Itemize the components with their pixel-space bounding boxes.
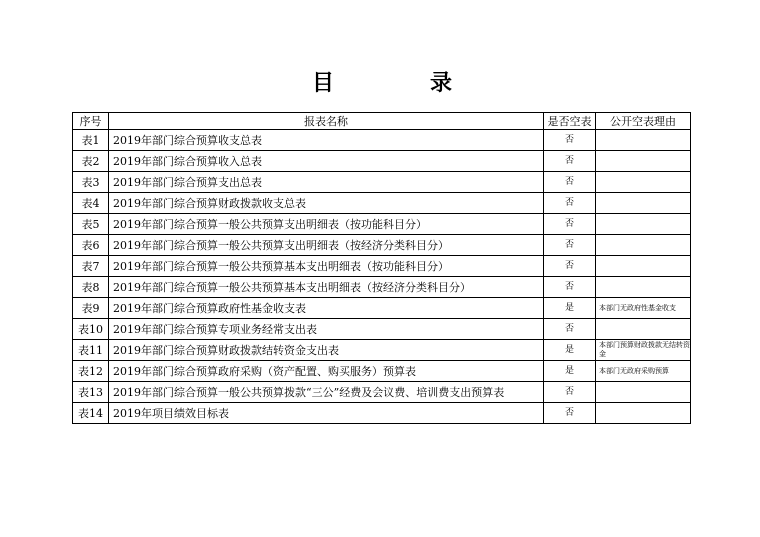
page-title bbox=[0, 64, 760, 98]
header-reason: 公开空表理由 bbox=[596, 113, 691, 130]
empty-reason-cell bbox=[596, 277, 691, 298]
row-number: 表6 bbox=[73, 235, 109, 256]
report-name: 2019年部门综合预算一般公共预算基本支出明细表（按功能科目分） bbox=[109, 256, 544, 277]
row-number: 表10 bbox=[73, 319, 109, 340]
is-empty-cell: 是 bbox=[544, 340, 596, 361]
empty-reason-cell bbox=[596, 151, 691, 172]
is-empty-cell: 否 bbox=[544, 319, 596, 340]
row-number: 表11 bbox=[73, 340, 109, 361]
table-row bbox=[73, 172, 691, 193]
report-name: 2019年部门综合预算政府采购（资产配置、购买服务）预算表 bbox=[109, 361, 544, 382]
report-name: 2019年部门综合预算一般公共预算基本支出明细表（按经济分类科目分） bbox=[109, 277, 544, 298]
row-number: 表8 bbox=[73, 277, 109, 298]
table-row bbox=[73, 319, 691, 340]
report-name: 2019年部门综合预算政府性基金收支表 bbox=[109, 298, 544, 319]
is-empty-cell: 否 bbox=[544, 403, 596, 424]
header-empty: 是否空表 bbox=[544, 113, 596, 130]
table-row bbox=[73, 151, 691, 172]
report-table bbox=[72, 112, 691, 424]
header-no: 序号 bbox=[73, 113, 109, 130]
report-name: 2019年部门综合预算收支总表 bbox=[109, 130, 544, 151]
row-number: 表13 bbox=[73, 382, 109, 403]
row-number: 表2 bbox=[73, 151, 109, 172]
table-row bbox=[73, 340, 691, 361]
table-row bbox=[73, 235, 691, 256]
report-name: 2019年部门综合预算一般公共预算支出明细表（按经济分类科目分） bbox=[109, 235, 544, 256]
table-header-row bbox=[73, 113, 691, 130]
table-row bbox=[73, 256, 691, 277]
row-number: 表7 bbox=[73, 256, 109, 277]
report-name: 2019年部门综合预算财政拨款结转资金支出表 bbox=[109, 340, 544, 361]
empty-reason-cell bbox=[596, 382, 691, 403]
is-empty-cell: 否 bbox=[544, 382, 596, 403]
empty-reason-cell: 本部门预算财政拨款无结转资金 bbox=[596, 340, 691, 361]
empty-reason-cell: 本部门无政府性基金收支 bbox=[596, 298, 691, 319]
is-empty-cell: 否 bbox=[544, 214, 596, 235]
empty-reason-cell bbox=[596, 193, 691, 214]
report-name: 2019年部门综合预算收入总表 bbox=[109, 151, 544, 172]
is-empty-cell: 否 bbox=[544, 130, 596, 151]
table-row bbox=[73, 298, 691, 319]
table-row bbox=[73, 130, 691, 151]
empty-reason-cell bbox=[596, 403, 691, 424]
row-number: 表12 bbox=[73, 361, 109, 382]
is-empty-cell: 否 bbox=[544, 172, 596, 193]
report-name: 2019年部门综合预算财政拨款收支总表 bbox=[109, 193, 544, 214]
empty-reason-cell bbox=[596, 256, 691, 277]
is-empty-cell: 是 bbox=[544, 361, 596, 382]
table-row bbox=[73, 382, 691, 403]
report-name: 2019年项目绩效目标表 bbox=[109, 403, 544, 424]
row-number: 表3 bbox=[73, 172, 109, 193]
table-body bbox=[73, 130, 691, 424]
empty-reason-cell: 本部门无政府采购预算 bbox=[596, 361, 691, 382]
table-row bbox=[73, 277, 691, 298]
row-number: 表1 bbox=[73, 130, 109, 151]
table-row bbox=[73, 361, 691, 382]
is-empty-cell: 是 bbox=[544, 298, 596, 319]
is-empty-cell: 否 bbox=[544, 151, 596, 172]
report-name: 2019年部门综合预算支出总表 bbox=[109, 172, 544, 193]
page-title-char-1: 目 bbox=[312, 70, 335, 96]
is-empty-cell: 否 bbox=[544, 277, 596, 298]
empty-reason-cell bbox=[596, 172, 691, 193]
is-empty-cell: 否 bbox=[544, 193, 596, 214]
row-number: 表14 bbox=[73, 403, 109, 424]
is-empty-cell: 否 bbox=[544, 256, 596, 277]
row-number: 表4 bbox=[73, 193, 109, 214]
table-row bbox=[73, 403, 691, 424]
empty-reason-cell bbox=[596, 214, 691, 235]
row-number: 表9 bbox=[73, 298, 109, 319]
empty-reason-cell bbox=[596, 235, 691, 256]
page-title-char-2: 录 bbox=[430, 70, 453, 96]
report-name: 2019年部门综合预算一般公共预算拨款“三公”经费及会议费、培训费支出预算表 bbox=[109, 382, 544, 403]
row-number: 表5 bbox=[73, 214, 109, 235]
table-row bbox=[73, 214, 691, 235]
report-name: 2019年部门综合预算一般公共预算支出明细表（按功能科目分） bbox=[109, 214, 544, 235]
report-name: 2019年部门综合预算专项业务经常支出表 bbox=[109, 319, 544, 340]
header-name: 报表名称 bbox=[109, 113, 544, 130]
empty-reason-cell bbox=[596, 319, 691, 340]
empty-reason-cell bbox=[596, 130, 691, 151]
table-row bbox=[73, 193, 691, 214]
is-empty-cell: 否 bbox=[544, 235, 596, 256]
